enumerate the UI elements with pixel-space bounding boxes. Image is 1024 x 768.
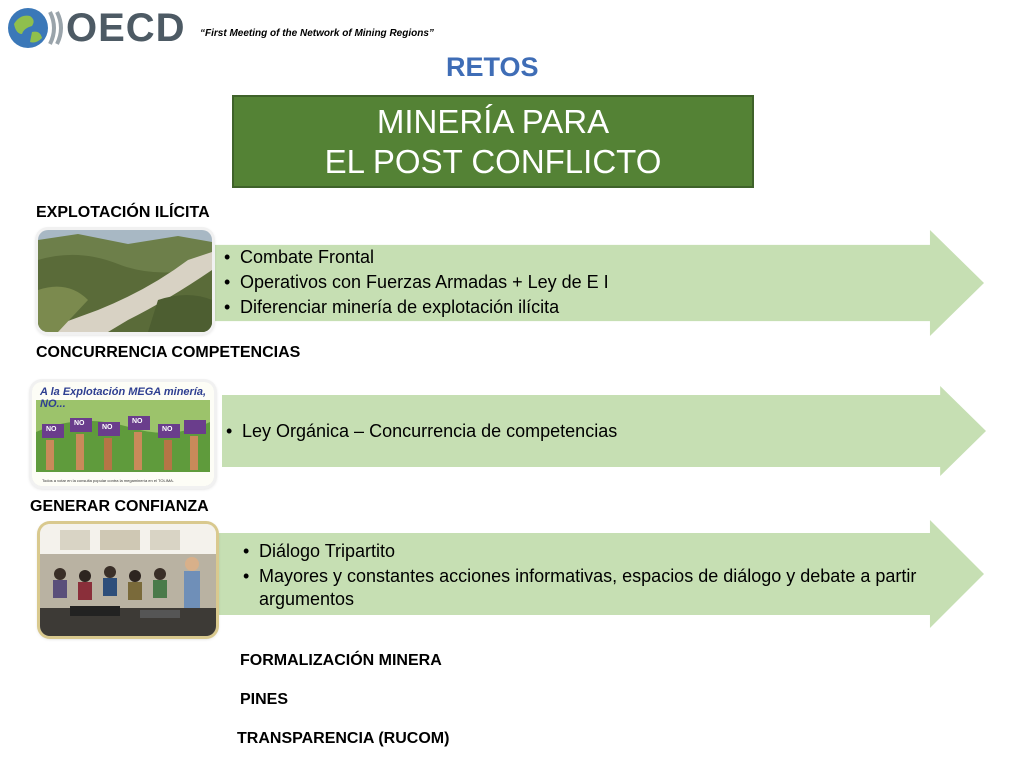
bullet-item: • Operativos con Fuerzas Armadas + Ley de E I xyxy=(224,270,924,295)
bullet-item: • Mayores y constantes acciones informativas, espacios de diálogo y debate a partir argumentos xyxy=(243,565,943,611)
title-line-2: EL POST CONFLICTO xyxy=(324,142,662,180)
poster-sign: NO xyxy=(46,426,57,433)
poster-sign: NO xyxy=(74,420,85,427)
oecd-globe-logo-icon xyxy=(6,4,70,52)
poster-sign: NO xyxy=(132,418,143,425)
item-pines: PINES xyxy=(240,691,289,708)
item-transparencia: TRANSPARENCIA (RUCOM) xyxy=(237,730,450,747)
poster-headline: A la Explotación MEGA minería, NO... xyxy=(40,386,207,410)
protest-poster-photo xyxy=(32,382,214,486)
meeting-title: “First Meeting of the Network of Mining Regions” xyxy=(200,28,434,39)
bullet-item: • Ley Orgánica – Concurrencia de competencias xyxy=(226,419,926,444)
bullet-item: • Diálogo Tripartito xyxy=(243,540,943,563)
poster-caption: Todos a votar en la consulta popular contra la megaminería en el TOLIMA. xyxy=(42,478,174,483)
retos-heading: RETOS xyxy=(446,52,539,82)
bullet-list-concurrencia xyxy=(226,419,926,444)
bullet-item: • Combate Frontal xyxy=(224,245,924,270)
section-label-confianza: GENERAR CONFIANZA xyxy=(30,498,209,515)
item-formalizacion: FORMALIZACIÓN MINERA xyxy=(240,652,442,669)
title-box xyxy=(232,95,754,188)
meeting-room-photo xyxy=(40,524,216,636)
section-label-concurrencia: CONCURRENCIA COMPETENCIAS xyxy=(36,344,301,361)
bullet-item: • Diferenciar minería de explotación ilícita xyxy=(224,295,924,320)
title-line-1: MINERÍA PARA xyxy=(376,102,610,140)
bullet-list-explotacion xyxy=(224,245,924,320)
oecd-logo-text: OECD xyxy=(66,6,186,50)
poster-sign: NO xyxy=(102,424,113,431)
mining-valley-photo xyxy=(38,230,212,332)
section-label-explotacion: EXPLOTACIÓN ILÍCITA xyxy=(36,204,210,221)
bullet-list-confianza xyxy=(243,540,943,611)
poster-sign: NO xyxy=(162,426,173,433)
